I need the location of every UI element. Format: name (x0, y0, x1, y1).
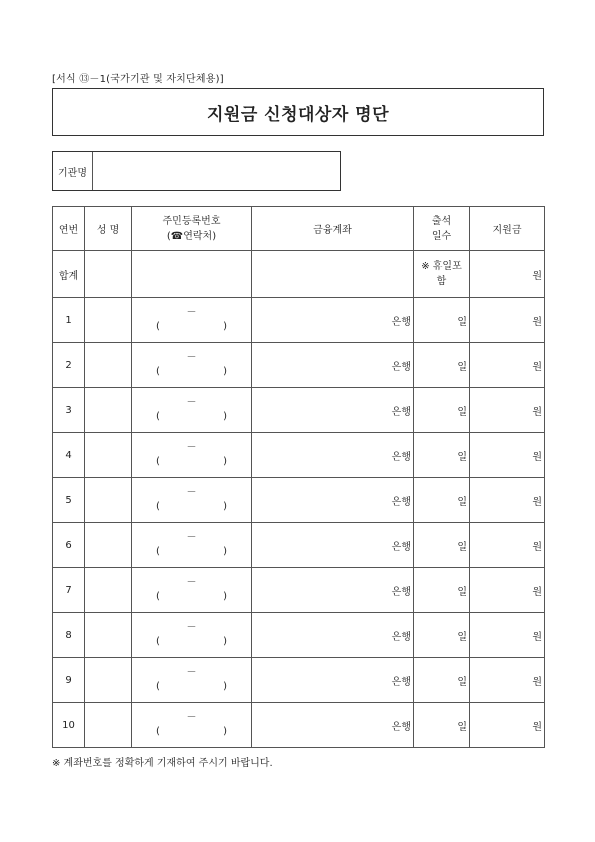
header-id (132, 207, 252, 251)
row-id-cell[interactable] (132, 703, 252, 748)
agency-field (52, 151, 341, 191)
paren-close: ) (223, 636, 227, 647)
phone-parens (132, 500, 251, 514)
row-id-cell[interactable] (132, 523, 252, 568)
bank-unit: 은행 (391, 721, 411, 733)
paren-close: ) (223, 546, 227, 557)
day-unit: 일 (457, 406, 467, 418)
paren-close: ) (223, 321, 227, 332)
row-amount-cell[interactable] (470, 298, 545, 343)
paren-close: ) (223, 411, 227, 422)
amount-unit: 원 (532, 406, 542, 418)
row-name-cell[interactable] (85, 658, 132, 703)
row-amount-cell[interactable] (470, 478, 545, 523)
row-number: 8 (53, 613, 85, 658)
row-name-cell[interactable] (85, 568, 132, 613)
agency-label: 기관명 (53, 152, 93, 190)
row-days-cell[interactable] (414, 298, 470, 343)
row-name-cell[interactable] (85, 388, 132, 433)
day-unit: 일 (457, 496, 467, 508)
row-name-cell[interactable] (85, 478, 132, 523)
header-id-line1: 주민등록번호 (162, 215, 221, 227)
day-unit: 일 (457, 676, 467, 688)
header-days-line2: 일수 (431, 230, 452, 242)
table-row (53, 433, 545, 478)
row-amount-cell[interactable] (470, 613, 545, 658)
table-row (53, 388, 545, 433)
table-body (53, 298, 545, 748)
row-number: 4 (53, 433, 85, 478)
total-account-cell (252, 251, 414, 298)
amount-unit: 원 (532, 316, 542, 328)
total-id-cell (132, 251, 252, 298)
id-dash: － (186, 352, 197, 363)
row-days-cell[interactable] (414, 703, 470, 748)
footnote: ※ 계좌번호를 정확하게 기재하여 주시기 바랍니다. (52, 758, 273, 769)
id-dash: － (186, 622, 197, 633)
paren-close: ) (223, 681, 227, 692)
page-title: 지원금 신청대상자 명단 (206, 104, 390, 125)
id-dash: － (186, 577, 197, 588)
row-days-cell[interactable] (414, 388, 470, 433)
amount-unit: 원 (532, 586, 542, 598)
row-account-cell[interactable] (252, 568, 414, 613)
row-account-cell[interactable] (252, 298, 414, 343)
id-dash: － (186, 532, 197, 543)
row-days-cell[interactable] (414, 478, 470, 523)
bank-unit: 은행 (391, 676, 411, 688)
bank-unit: 은행 (391, 451, 411, 463)
paren-open: ( (156, 726, 160, 737)
id-dash: － (186, 712, 197, 723)
row-account-cell[interactable] (252, 433, 414, 478)
paren-open: ( (156, 681, 160, 692)
bank-unit: 은행 (391, 361, 411, 373)
row-account-cell[interactable] (252, 343, 414, 388)
table-header-row (53, 207, 545, 251)
row-number: 1 (53, 298, 85, 343)
header-days (414, 207, 470, 251)
agency-value[interactable] (93, 152, 340, 190)
row-amount-cell[interactable] (470, 568, 545, 613)
row-number: 10 (53, 703, 85, 748)
day-unit: 일 (457, 361, 467, 373)
row-id-cell[interactable] (132, 613, 252, 658)
row-number: 5 (53, 478, 85, 523)
total-name-cell (85, 251, 132, 298)
phone-parens (132, 680, 251, 694)
row-days-cell[interactable] (414, 343, 470, 388)
row-account-cell[interactable] (252, 388, 414, 433)
row-amount-cell[interactable] (470, 433, 545, 478)
paren-open: ( (156, 321, 160, 332)
day-unit: 일 (457, 316, 467, 328)
row-amount-cell[interactable] (470, 343, 545, 388)
bank-unit: 은행 (391, 631, 411, 643)
row-account-cell[interactable] (252, 703, 414, 748)
amount-unit: 원 (532, 496, 542, 508)
table-row (53, 613, 545, 658)
paren-open: ( (156, 636, 160, 647)
row-name-cell[interactable] (85, 523, 132, 568)
phone-parens (132, 365, 251, 379)
row-name-cell[interactable] (85, 343, 132, 388)
row-number: 9 (53, 658, 85, 703)
row-id-cell[interactable] (132, 433, 252, 478)
row-number: 2 (53, 343, 85, 388)
row-days-cell[interactable] (414, 658, 470, 703)
day-unit: 일 (457, 541, 467, 553)
id-dash: － (186, 487, 197, 498)
row-name-cell[interactable] (85, 433, 132, 478)
row-id-cell[interactable] (132, 298, 252, 343)
day-unit: 일 (457, 451, 467, 463)
row-number: 3 (53, 388, 85, 433)
header-days-line1: 출석 (431, 215, 452, 227)
header-no: 연번 (53, 207, 85, 251)
amount-unit: 원 (532, 361, 542, 373)
row-amount-cell[interactable] (470, 703, 545, 748)
header-id-line2: (☎연락처) (166, 230, 217, 242)
bank-unit: 은행 (391, 541, 411, 553)
table-row (53, 343, 545, 388)
row-number: 6 (53, 523, 85, 568)
row-days-cell[interactable] (414, 523, 470, 568)
amount-unit: 원 (532, 631, 542, 643)
paren-open: ( (156, 501, 160, 512)
bank-unit: 은행 (391, 316, 411, 328)
row-days-cell[interactable] (414, 568, 470, 613)
paren-close: ) (223, 456, 227, 467)
row-number: 7 (53, 568, 85, 613)
table-row (53, 523, 545, 568)
paren-close: ) (223, 591, 227, 602)
phone-parens (132, 725, 251, 739)
paren-open: ( (156, 411, 160, 422)
row-amount-cell[interactable] (470, 658, 545, 703)
amount-unit: 원 (532, 451, 542, 463)
phone-parens (132, 455, 251, 469)
total-label: 합계 (53, 251, 85, 298)
row-name-cell[interactable] (85, 298, 132, 343)
table-row (53, 478, 545, 523)
day-unit: 일 (457, 631, 467, 643)
day-unit: 일 (457, 586, 467, 598)
row-id-cell[interactable] (132, 568, 252, 613)
row-days-cell[interactable] (414, 433, 470, 478)
row-account-cell[interactable] (252, 613, 414, 658)
row-name-cell[interactable] (85, 703, 132, 748)
amount-unit: 원 (532, 541, 542, 553)
table-row (53, 568, 545, 613)
paren-open: ( (156, 366, 160, 377)
total-row (53, 251, 545, 298)
amount-unit: 원 (532, 721, 542, 733)
bank-unit: 은행 (391, 496, 411, 508)
total-days-note (414, 251, 470, 298)
paren-close: ) (223, 501, 227, 512)
row-days-cell[interactable] (414, 613, 470, 658)
id-dash: － (186, 442, 197, 453)
total-days-note-line1: ※ 휴일포 (421, 261, 462, 272)
phone-parens (132, 410, 251, 424)
table-row (53, 298, 545, 343)
total-days-note-line2: 함 (436, 276, 447, 287)
bank-unit: 은행 (391, 406, 411, 418)
row-amount-cell[interactable] (470, 523, 545, 568)
paren-open: ( (156, 591, 160, 602)
id-dash: － (186, 307, 197, 318)
row-account-cell[interactable] (252, 523, 414, 568)
id-dash: － (186, 667, 197, 678)
id-dash: － (186, 397, 197, 408)
row-name-cell[interactable] (85, 613, 132, 658)
phone-parens (132, 590, 251, 604)
paren-open: ( (156, 456, 160, 467)
header-amount: 지원금 (470, 207, 545, 251)
paren-close: ) (223, 726, 227, 737)
row-id-cell[interactable] (132, 343, 252, 388)
header-name: 성 명 (85, 207, 132, 251)
day-unit: 일 (457, 721, 467, 733)
paren-open: ( (156, 546, 160, 557)
table-row (53, 658, 545, 703)
table-row (53, 703, 545, 748)
row-amount-cell[interactable] (470, 388, 545, 433)
row-account-cell[interactable] (252, 658, 414, 703)
total-amount-unit: 원 (470, 251, 545, 298)
row-id-cell[interactable] (132, 388, 252, 433)
form-code: [서식 ⑬－1(국가기관 및 자치단체용)] (52, 74, 224, 85)
row-id-cell[interactable] (132, 658, 252, 703)
amount-unit: 원 (532, 676, 542, 688)
phone-parens (132, 320, 251, 334)
phone-parens (132, 635, 251, 649)
phone-parens (132, 545, 251, 559)
header-account: 금융계좌 (252, 207, 414, 251)
paren-close: ) (223, 366, 227, 377)
bank-unit: 은행 (391, 586, 411, 598)
row-id-cell[interactable] (132, 478, 252, 523)
row-account-cell[interactable] (252, 478, 414, 523)
applicant-table (52, 206, 545, 748)
title-box (52, 88, 544, 136)
